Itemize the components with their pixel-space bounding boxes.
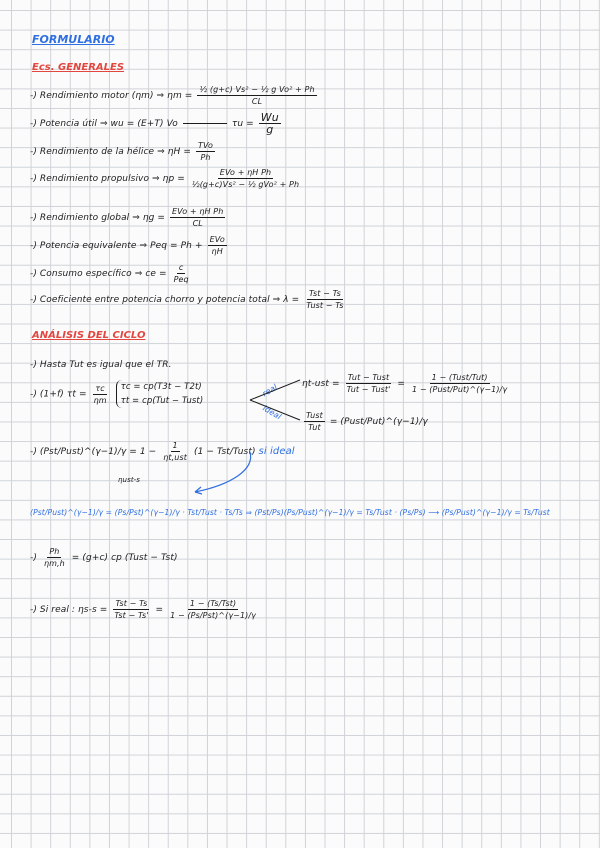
denominator: ½(g+c)Vs² − ½ gVo² + Ph (191, 180, 300, 189)
denominator: CL (192, 219, 203, 228)
fraction (410, 372, 509, 395)
eq-consumo-especifico (30, 262, 193, 285)
eq-rendimiento-motor (30, 84, 319, 107)
eq-label: -) Rendimiento motor (ηm) ⇒ ηm = (30, 91, 193, 101)
eq-derivacion: (Pst/Pust)^(γ−1)/γ = (Ps/Pst)^(γ−1)/γ · Tst/Tust · Ts/Ts ⇒ (Pst/Ps)(Ps/Pust)^(γ−1)/γ = Ts/Tust · (Ps/Ps) ⟶ (Ps/Pust)^(γ−1)/γ = Ts/Tust (30, 508, 550, 517)
eq-eta-turbina-real: ηt-ust = Tut − Tust Tut − Tust' = 1 − (Tust/Tut) 1 − (Pust/Put)^(γ−1)/γ (302, 373, 508, 394)
numerator: Tst − Ts (115, 599, 148, 608)
arrow (183, 123, 227, 124)
case-turbina: τt = cp(Tut − Tust) (120, 396, 204, 406)
denominator: g (266, 123, 274, 136)
fraction (196, 140, 215, 163)
numerator: ½ (g+c) Vs² − ½ g Vo² + Ph (199, 85, 315, 94)
eq-rendimiento-propulsivo (30, 167, 303, 190)
eq-potencia-equivalente (30, 234, 229, 257)
eq-label: ηt-ust = (302, 379, 340, 389)
eq-rhs: = (Pust/Put)^(γ−1)/γ (329, 417, 428, 427)
denominator: 1 − (Pust/Put)^(γ−1)/γ (412, 385, 508, 394)
fraction (112, 598, 150, 621)
fraction (259, 112, 281, 135)
section-heading-cycle: ANÁLISIS DEL CICLO (32, 330, 146, 341)
fraction (197, 84, 316, 107)
numerator: Ph (49, 547, 60, 556)
eq-label: -) (Pst/Pust)^(γ−1)/γ = 1 − (30, 447, 157, 457)
numerator: EVo + ηH Ph (172, 207, 224, 216)
fraction (190, 167, 301, 190)
denominator: Tust − Ts (306, 301, 344, 310)
eq-rhs: τu = (231, 119, 254, 129)
fraction (92, 383, 109, 406)
page-title: FORMULARIO (32, 33, 115, 46)
eq-paren: (1 − Tst/Tust) (193, 447, 256, 457)
denominator: Tut (308, 423, 321, 432)
eq-rendimiento-global (30, 206, 227, 229)
eq-rhs: = (g+c) cp (Tust − Tst) (71, 553, 178, 563)
fraction (42, 546, 67, 569)
numerator: 1 − (Tust/Tut) (431, 373, 488, 382)
numerator: Tust (306, 411, 323, 420)
eq-label: -) Si real : ηs-s = (30, 605, 108, 615)
cycle-note: -) Hasta Tut es igual que el TR. (30, 360, 172, 370)
eq-rendimiento-helice (30, 140, 217, 163)
denominator: Tst − Ts' (114, 611, 149, 620)
fraction (304, 288, 345, 311)
eq-label: -) Rendimiento global ⇒ ηg = (30, 213, 166, 223)
denominator: Ph (200, 153, 211, 162)
numerator: τc (95, 383, 105, 393)
eq-potencia-util (30, 112, 283, 135)
numerator: EVo (209, 235, 225, 244)
denominator: Peq (173, 275, 189, 284)
fraction (168, 598, 258, 621)
fraction (304, 410, 325, 433)
fraction (161, 440, 189, 463)
fraction (172, 262, 191, 285)
numerator: EVo + ηH Ph (219, 168, 272, 177)
denominator: Tut − Tust' (346, 385, 391, 394)
eq-presion-tobera (30, 440, 295, 463)
denominator: ηm,h (43, 559, 65, 568)
eq-label: -) Coeficiente entre potencia chorro y potencia total ⇒ λ = (30, 295, 300, 305)
case-compresor: τc = cp(T3t − T2t) (120, 382, 202, 392)
section-heading-general: Ecs. GENERALES (32, 62, 125, 73)
fraction (170, 206, 225, 229)
numerator: Wu (260, 111, 279, 124)
label-ideal: ideal (261, 403, 283, 422)
denominator: ηt,ust (163, 453, 187, 462)
case-brace (116, 380, 204, 408)
numerator: 1 − (Ts/Tst) (189, 599, 237, 608)
eq-label: -) (1+f) τt = (30, 389, 87, 400)
denominator: ηH (211, 247, 223, 256)
eq-label: -) Potencia útil ⇒ wu = (E+T) Vo (30, 119, 178, 129)
arrow-head (195, 487, 202, 494)
eq-label: -) Rendimiento de la hélice ⇒ ηH = (30, 147, 191, 157)
fraction (208, 234, 227, 257)
eq-balance-turbina (30, 380, 203, 408)
label-real: real (260, 382, 279, 399)
eq-label: -) Potencia equivalente ⇒ Peq = Ph + (30, 241, 203, 251)
fraction (345, 372, 393, 395)
denominator: ηm (93, 395, 107, 405)
eq-si-real (30, 598, 260, 621)
numerator: Tst − Ts (308, 289, 341, 298)
eta-below: ηust-s (118, 476, 141, 484)
eq-label: -) (30, 553, 37, 563)
equals: = (155, 605, 164, 615)
numerator: c (178, 263, 184, 272)
denominator: CL (251, 97, 263, 106)
eq-turbina-ideal (302, 410, 428, 433)
numerator: TVo (197, 141, 214, 150)
eq-label: -) Rendimiento propulsivo ⇒ ηp = (30, 174, 185, 184)
eq-label: -) Consumo específico ⇒ ce = (30, 269, 167, 279)
denominator: 1 − (Ps/Pst)^(γ−1)/γ (170, 611, 256, 620)
numerator: Tut − Tust (347, 373, 390, 382)
numerator: 1 (172, 441, 178, 450)
eq-coeficiente-lambda (30, 288, 348, 311)
note-si-ideal: si ideal (258, 446, 295, 457)
eq-potencia-helice (30, 546, 178, 569)
